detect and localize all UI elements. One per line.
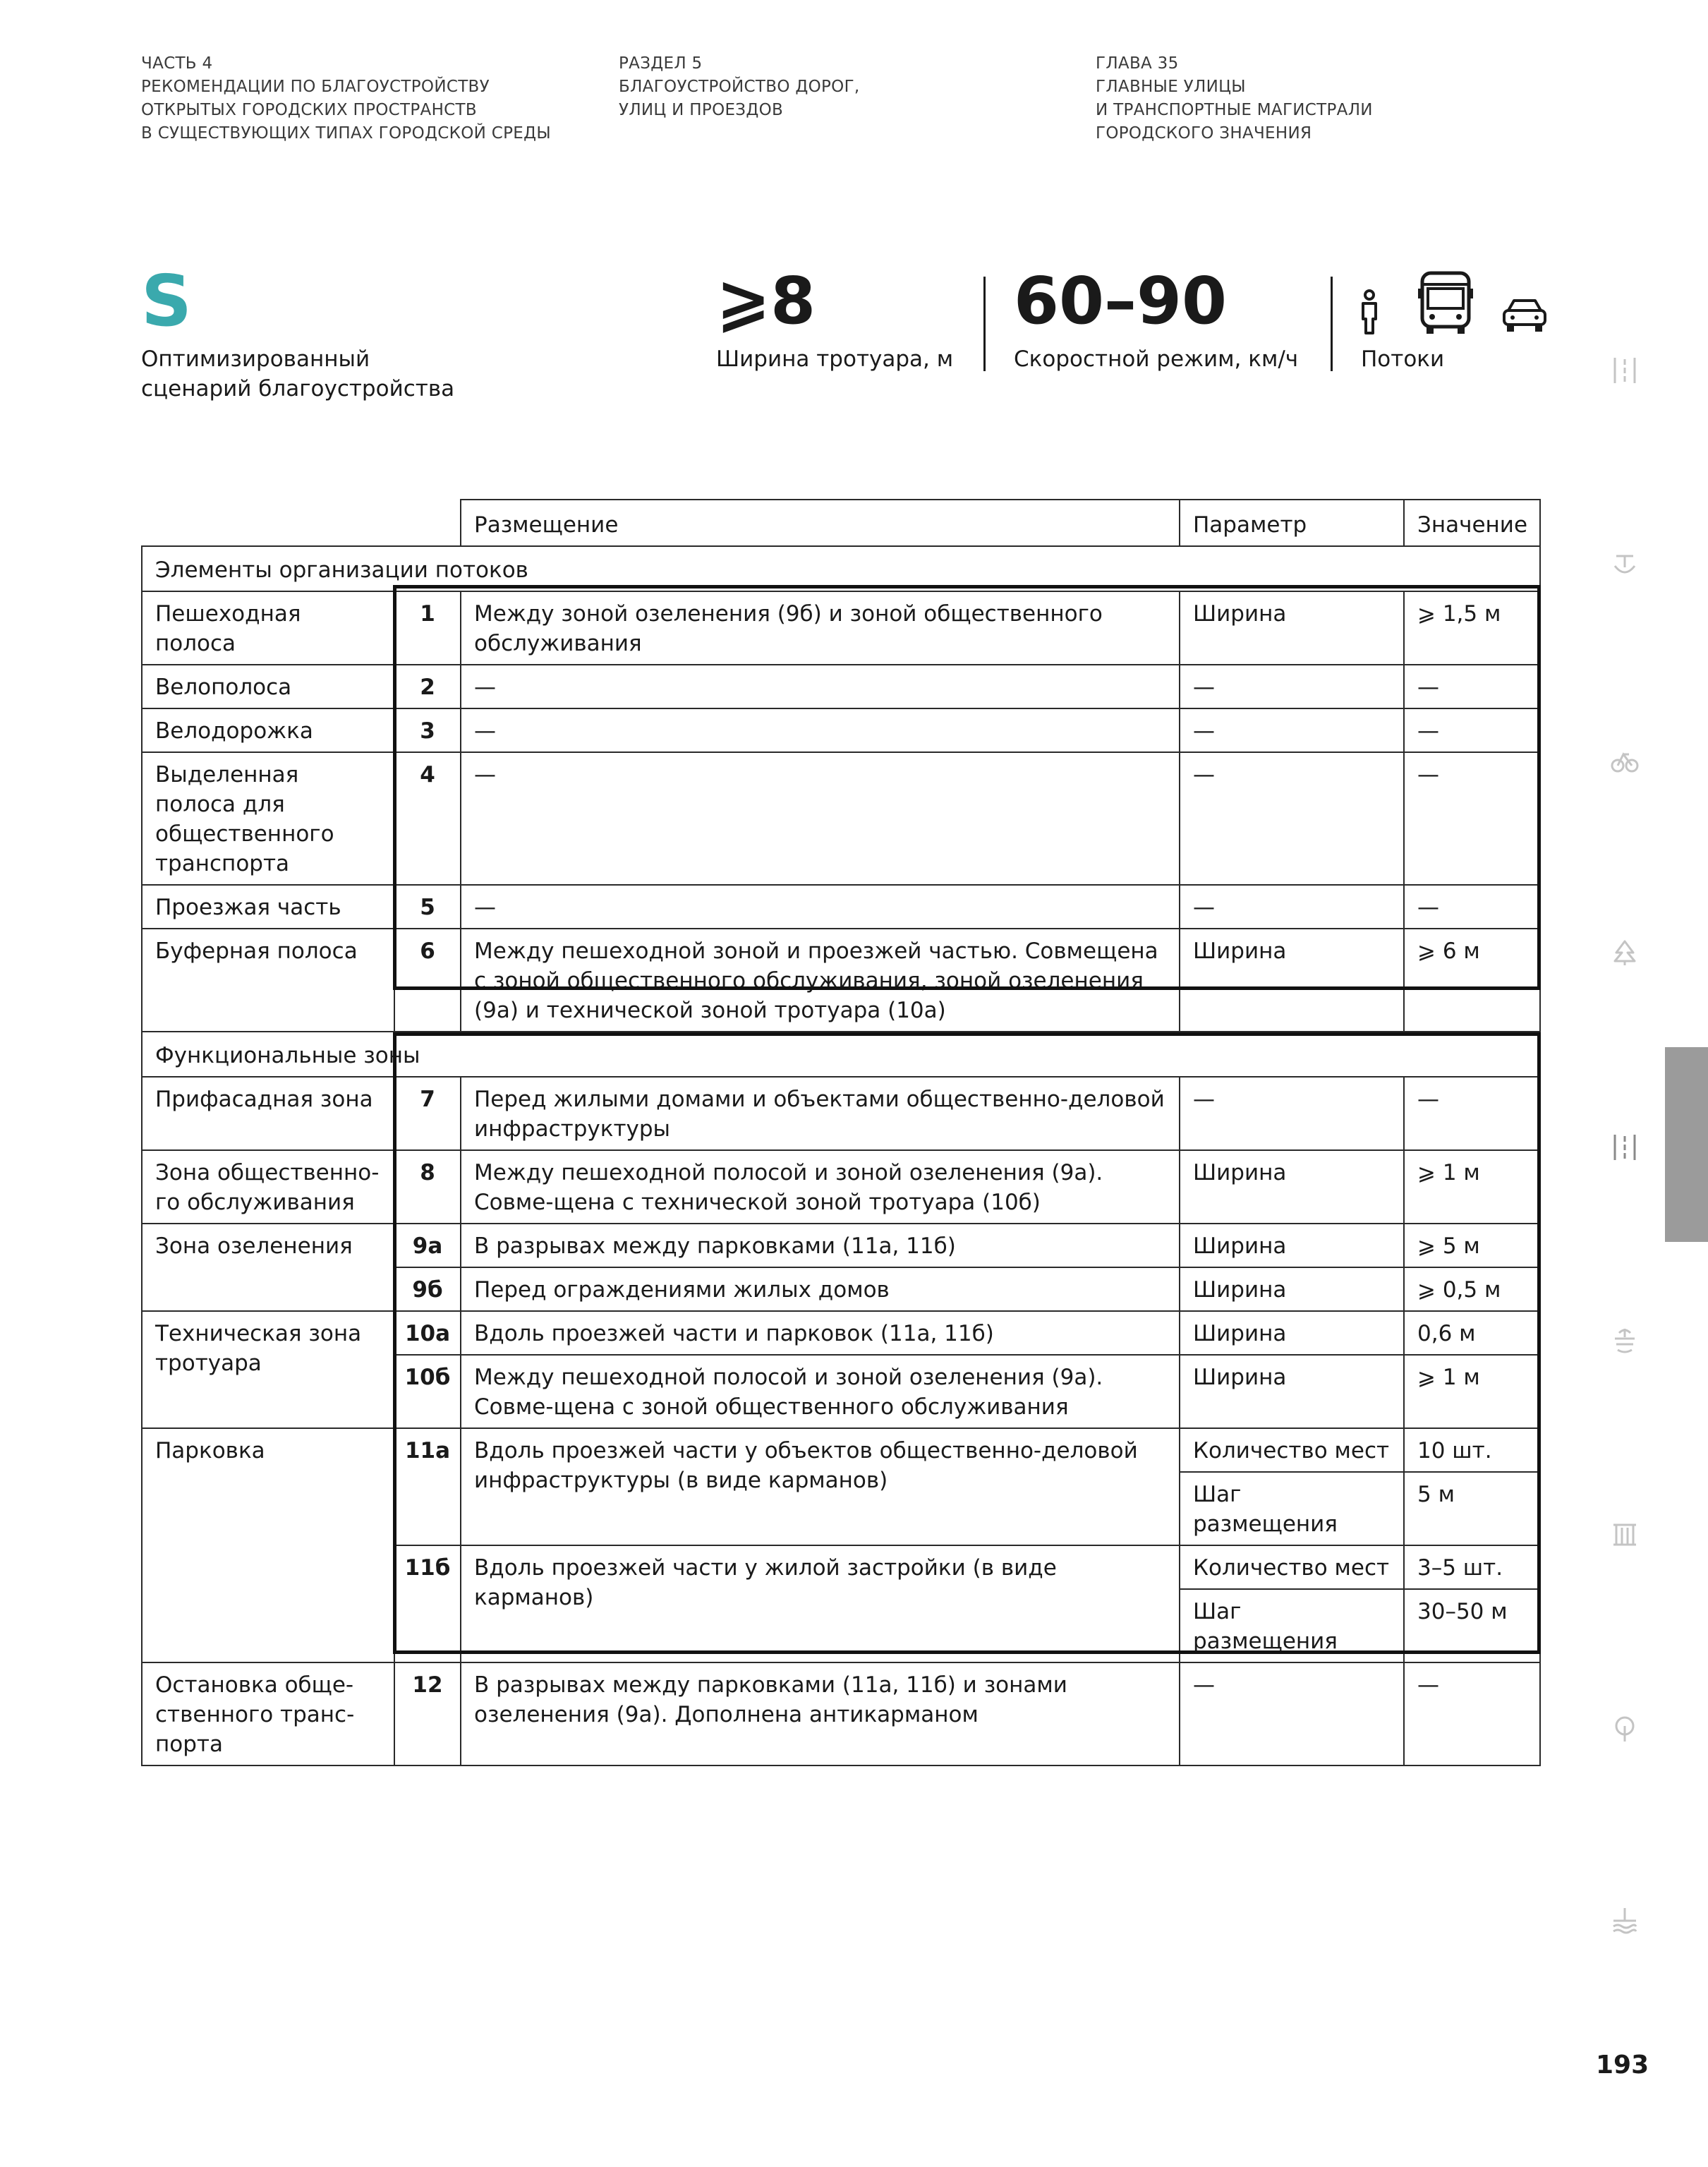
car-icon <box>1501 296 1548 333</box>
element-name: Техническая зона тротуара <box>142 1311 394 1428</box>
element-name: Велодорожка <box>142 708 394 752</box>
element-name: Прифасадная зона <box>142 1077 394 1150</box>
scenario-label: Оптимизированный сценарий благоустройства <box>141 346 455 402</box>
element-parameter: Ширина <box>1180 1267 1404 1311</box>
element-placement: — <box>461 665 1180 708</box>
scenario-letter: S <box>141 260 193 342</box>
element-number: 10а <box>394 1311 461 1355</box>
element-parameter: — <box>1180 885 1404 929</box>
chapter-tab-marker <box>1665 1047 1708 1242</box>
element-number: 2 <box>394 665 461 708</box>
element-parameter: Ширина <box>1180 1150 1404 1224</box>
header-parameter: Параметр <box>1180 500 1404 546</box>
element-parameter: Шаг размещения <box>1180 1589 1404 1662</box>
element-number: 5 <box>394 885 461 929</box>
element-number: 11б <box>394 1545 461 1662</box>
element-parameter: Количество мест <box>1180 1428 1404 1472</box>
element-value: — <box>1404 1662 1540 1765</box>
table-row <box>142 1224 1540 1267</box>
element-name: Буферная полоса <box>142 929 394 1032</box>
element-number: 11а <box>394 1428 461 1545</box>
table-row <box>142 708 1540 752</box>
sidewalk-width-label: Ширина тротуара, м <box>716 346 954 372</box>
road-icon <box>1611 1133 1639 1161</box>
element-parameter: Количество мест <box>1180 1545 1404 1589</box>
element-name: Зона озеленения <box>142 1224 394 1311</box>
element-placement: — <box>461 752 1180 885</box>
table-corner <box>142 500 461 546</box>
table-row <box>142 885 1540 929</box>
element-number: 10б <box>394 1355 461 1428</box>
section-title: Элементы организации потоков <box>142 546 1540 591</box>
divider <box>983 277 986 371</box>
table-row <box>142 665 1540 708</box>
table-header-row <box>142 500 1540 546</box>
bollard-icon <box>1611 552 1639 580</box>
element-value: ⩾ 1 м <box>1404 1150 1540 1224</box>
element-value: 0,6 м <box>1404 1311 1540 1355</box>
element-parameter: Ширина <box>1180 591 1404 665</box>
element-placement: Между пешеходной полосой и зоной озеленения (9а). Совме-щена с технической зоной тротуара (10б) <box>461 1150 1180 1224</box>
table-row <box>142 1428 1540 1472</box>
element-number: 9б <box>394 1267 461 1311</box>
element-number: 9а <box>394 1224 461 1267</box>
element-number: 1 <box>394 591 461 665</box>
element-name: Пешеходная полоса <box>142 591 394 665</box>
water-icon <box>1611 1907 1639 1935</box>
page-number: 193 <box>1596 2051 1649 2080</box>
section-title: Функциональные зоны <box>142 1032 1540 1077</box>
table-row <box>142 1150 1540 1224</box>
element-placement: В разрывах между парковками (11а, 11б) и зонами озеленения (9а). Дополнена антикарманом <box>461 1662 1180 1765</box>
header-section: РАЗДЕЛ 5 БЛАГОУСТРОЙСТВО ДОРОГ, УЛИЦ И ПРОЕЗДОВ <box>619 54 860 119</box>
element-name: Парковка <box>142 1428 394 1662</box>
element-name: Велополоса <box>142 665 394 708</box>
section-row <box>142 546 1540 591</box>
element-placement: Перед жилыми домами и объектами общественно-деловой инфраструктуры <box>461 1077 1180 1150</box>
speed-label: Скоростной режим, км/ч <box>1014 346 1299 372</box>
element-parameter: Шаг размещения <box>1180 1472 1404 1545</box>
section-row <box>142 1032 1540 1077</box>
element-placement: Между пешеходной зоной и проезжей частью. Совмещена с зоной общественного обслуживания, зоной озеленения (9а) и технической зоной тротуара (10а) <box>461 929 1180 1032</box>
element-number: 4 <box>394 752 461 885</box>
building-icon <box>1611 1521 1639 1549</box>
header-value: Значение <box>1404 500 1540 546</box>
fountain-icon <box>1611 1326 1639 1354</box>
element-name: Остановка обще-ственного транс-порта <box>142 1662 394 1765</box>
tree-icon <box>1611 938 1639 967</box>
element-value: — <box>1404 752 1540 885</box>
element-number: 7 <box>394 1077 461 1150</box>
parameters-table <box>141 499 1541 1766</box>
element-number: 6 <box>394 929 461 1032</box>
element-value: ⩾ 6 м <box>1404 929 1540 1032</box>
element-name: Проезжая часть <box>142 885 394 929</box>
element-value: 10 шт. <box>1404 1428 1540 1472</box>
element-parameter: — <box>1180 708 1404 752</box>
element-value: 3–5 шт. <box>1404 1545 1540 1589</box>
tree-icon <box>1611 1715 1639 1743</box>
element-parameter: Ширина <box>1180 1311 1404 1355</box>
element-parameter: — <box>1180 1662 1404 1765</box>
element-placement: — <box>461 708 1180 752</box>
element-placement: — <box>461 885 1180 929</box>
element-value: ⩾ 1 м <box>1404 1355 1540 1428</box>
element-placement: Перед ограждениями жилых домов <box>461 1267 1180 1311</box>
header-placement: Размещение <box>461 500 1180 546</box>
element-number: 3 <box>394 708 461 752</box>
element-parameter: — <box>1180 1077 1404 1150</box>
element-placement: В разрывах между парковками (11а, 11б) <box>461 1224 1180 1267</box>
element-placement: Вдоль проезжей части у жилой застройки (в виде карманов) <box>461 1545 1180 1662</box>
bicycle-icon <box>1611 746 1639 774</box>
element-parameter: — <box>1180 665 1404 708</box>
element-number: 8 <box>394 1150 461 1224</box>
element-parameter: — <box>1180 752 1404 885</box>
element-placement: Между зоной озеленения (9б) и зоной общественного обслуживания <box>461 591 1180 665</box>
element-number: 12 <box>394 1662 461 1765</box>
element-name: Зона общественно-го обслуживания <box>142 1150 394 1224</box>
sidewalk-width-value: ⩾8 <box>716 263 816 339</box>
divider <box>1331 277 1333 371</box>
element-value: ⩾ 5 м <box>1404 1224 1540 1267</box>
element-parameter: Ширина <box>1180 1355 1404 1428</box>
road-icon <box>1611 356 1639 385</box>
element-value: — <box>1404 885 1540 929</box>
element-name: Выделенная полоса для общественного транспорта <box>142 752 394 885</box>
table-row <box>142 1662 1540 1765</box>
element-value: ⩾ 0,5 м <box>1404 1267 1540 1311</box>
table-row <box>142 591 1540 665</box>
bus-icon <box>1418 270 1473 335</box>
element-placement: Вдоль проезжей части и парковок (11а, 11б) <box>461 1311 1180 1355</box>
header-chapter: ГЛАВА 35 ГЛАВНЫЕ УЛИЦЫ И ТРАНСПОРТНЫЕ МАГИСТРАЛИ ГОРОДСКОГО ЗНАЧЕНИЯ <box>1096 54 1373 143</box>
table-row <box>142 1311 1540 1355</box>
element-parameter: Ширина <box>1180 929 1404 1032</box>
pedestrian-icon <box>1357 289 1381 334</box>
flows-label: Потоки <box>1361 346 1445 372</box>
element-value: — <box>1404 708 1540 752</box>
table-row <box>142 929 1540 1032</box>
table-row <box>142 1077 1540 1150</box>
element-placement: Между пешеходной полосой и зоной озеленения (9а). Совме-щена с зоной общественного обслуживания <box>461 1355 1180 1428</box>
element-value: 30–50 м <box>1404 1589 1540 1662</box>
element-value: 5 м <box>1404 1472 1540 1545</box>
element-value: — <box>1404 1077 1540 1150</box>
speed-value: 60–90 <box>1014 263 1228 339</box>
element-parameter: Ширина <box>1180 1224 1404 1267</box>
element-value: ⩾ 1,5 м <box>1404 591 1540 665</box>
header-part: ЧАСТЬ 4 РЕКОМЕНДАЦИИ ПО БЛАГОУСТРОЙСТВУ ОТКРЫТЫХ ГОРОДСКИХ ПРОСТРАНСТВ В СУЩЕСТВУЮЩИХ ТИПАХ ГОРОДСКОЙ СРЕДЫ <box>141 54 551 143</box>
element-placement: Вдоль проезжей части у объектов общественно-деловой инфраструктуры (в виде карманов) <box>461 1428 1180 1545</box>
element-value: — <box>1404 665 1540 708</box>
table-row <box>142 752 1540 885</box>
